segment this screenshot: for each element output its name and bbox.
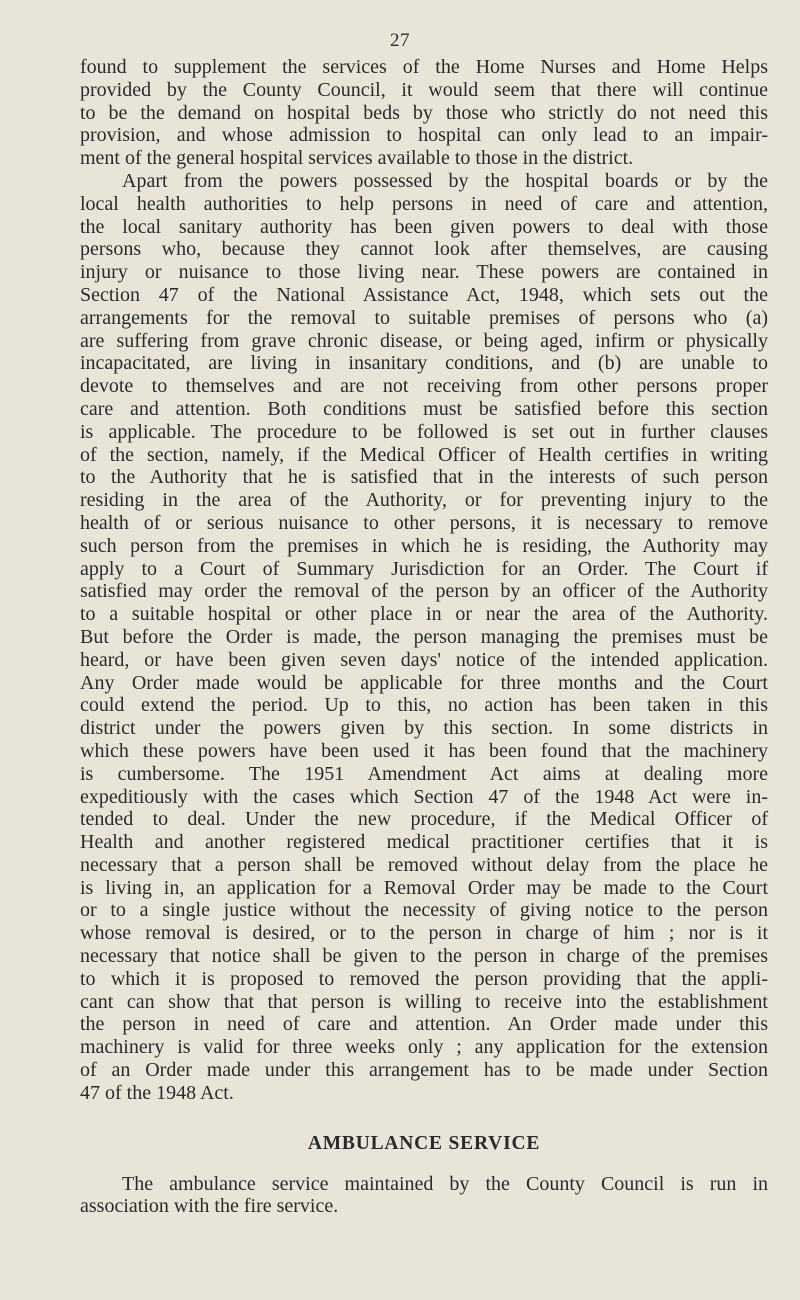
text-line: of the section, namely, if the Medical Officer of Health certifies in writing <box>80 443 768 466</box>
text-line: district under the powers given by this section. In some districts in <box>80 717 768 740</box>
text-line: care and attention. Both conditions must be satisfied before this section <box>80 397 768 420</box>
text-line: cant can show that that person is willing to receive into the establishment <box>80 990 768 1013</box>
text-line: to the Authority that he is satisfied that in the interests of such person <box>80 466 768 489</box>
text-line: Apart from the powers possessed by the hospital boards or by the <box>122 169 768 192</box>
text-line: to which it is proposed to removed the person providing that the appli- <box>80 967 768 990</box>
text-line: The ambulance service maintained by the County Council is run in <box>122 1172 768 1195</box>
text-line: But before the Order is made, the person managing the premises must be <box>80 625 768 648</box>
text-line: or to a single justice without the necessity of giving notice to the person <box>80 899 768 922</box>
page-content <box>80 56 768 1218</box>
text-line: are suffering from grave chronic disease, or being aged, infirm or physically <box>80 329 768 352</box>
paragraph-ambulance-service <box>80 1173 768 1219</box>
text-line: tended to deal. Under the new procedure, if the Medical Officer of <box>80 808 768 831</box>
text-line: health of or serious nuisance to other persons, it is necessary to remove <box>80 511 768 534</box>
text-line: to be the demand on hospital beds by those who strictly do not need this <box>80 101 768 124</box>
text-line: is applicable. The procedure to be followed is set out in further clauses <box>80 420 768 443</box>
text-line: is cumbersome. The 1951 Amendment Act aims at dealing more <box>80 762 768 785</box>
text-line: persons who, because they cannot look after themselves, are causing <box>80 238 768 261</box>
text-line: such person from the premises in which he is residing, the Authority may <box>80 534 768 557</box>
text-line: could extend the period. Up to this, no action has been taken in this <box>80 694 768 717</box>
text-line: whose removal is desired, or to the person in charge of him ; nor is it <box>80 922 768 945</box>
text-line: the local sanitary authority has been given powers to deal with those <box>80 215 768 238</box>
text-line: arrangements for the removal to suitable premises of persons who (a) <box>80 306 768 329</box>
text-line: Any Order made would be applicable for three months and the Court <box>80 671 768 694</box>
text-line: residing in the area of the Authority, or for preventing injury to the <box>80 489 768 512</box>
text-line: devote to themselves and are not receiving from other persons proper <box>80 375 768 398</box>
text-line: 47 of the 1948 Act. <box>80 1081 234 1104</box>
text-line: provided by the County Council, it would seem that there will continue <box>80 78 768 101</box>
text-line: is living in, an application for a Removal Order may be made to the Court <box>80 876 768 899</box>
text-line: local health authorities to help persons in need of care and attention, <box>80 192 768 215</box>
text-line: necessary that a person shall be removed without delay from the place he <box>80 853 768 876</box>
page-number: 27 <box>390 30 410 51</box>
text-line: machinery is valid for three weeks only ; any application for the extension <box>80 1036 768 1059</box>
text-line: association with the fire service. <box>80 1195 339 1218</box>
text-line: satisfied may order the removal of the person by an officer of the Authority <box>80 580 768 603</box>
text-line: injury or nuisance to those living near. These powers are contained in <box>80 261 768 284</box>
text-line: incapacitated, are living in insanitary conditions, and (b) are unable to <box>80 352 768 375</box>
text-line: the person in need of care and attention. An Order made under this <box>80 1013 768 1036</box>
paragraph-national-assistance-act <box>80 170 768 1105</box>
text-line: of an Order made under this arrangement has to be made under Section <box>80 1059 768 1082</box>
text-line: Section 47 of the National Assistance Act, 1948, which sets out the <box>80 283 768 306</box>
text-line: found to supplement the services of the Home Nurses and Home Helps <box>80 56 768 78</box>
section-heading: AMBULANCE SERVICE <box>307 1132 541 1154</box>
text-line: to a suitable hospital or other place in or near the area of the Authority. <box>80 603 768 626</box>
text-line: Health and another registered medical practitioner certifies that it is <box>80 831 768 854</box>
paragraph-hospital-services <box>80 56 768 170</box>
text-line: expeditiously with the cases which Section 47 of the 1948 Act were in- <box>80 785 768 808</box>
text-line: necessary that notice shall be given to the person in charge of the premises <box>80 945 768 968</box>
text-line: apply to a Court of Summary Jurisdiction for an Order. The Court if <box>80 557 768 580</box>
text-line: ment of the general hospital services available to those in the district. <box>80 147 634 170</box>
text-line: which these powers have been used it has been found that the machinery <box>80 739 768 762</box>
text-line: provision, and whose admission to hospital can only lead to an impair- <box>80 124 768 147</box>
text-line: heard, or have been given seven days' notice of the intended application. <box>80 648 768 671</box>
